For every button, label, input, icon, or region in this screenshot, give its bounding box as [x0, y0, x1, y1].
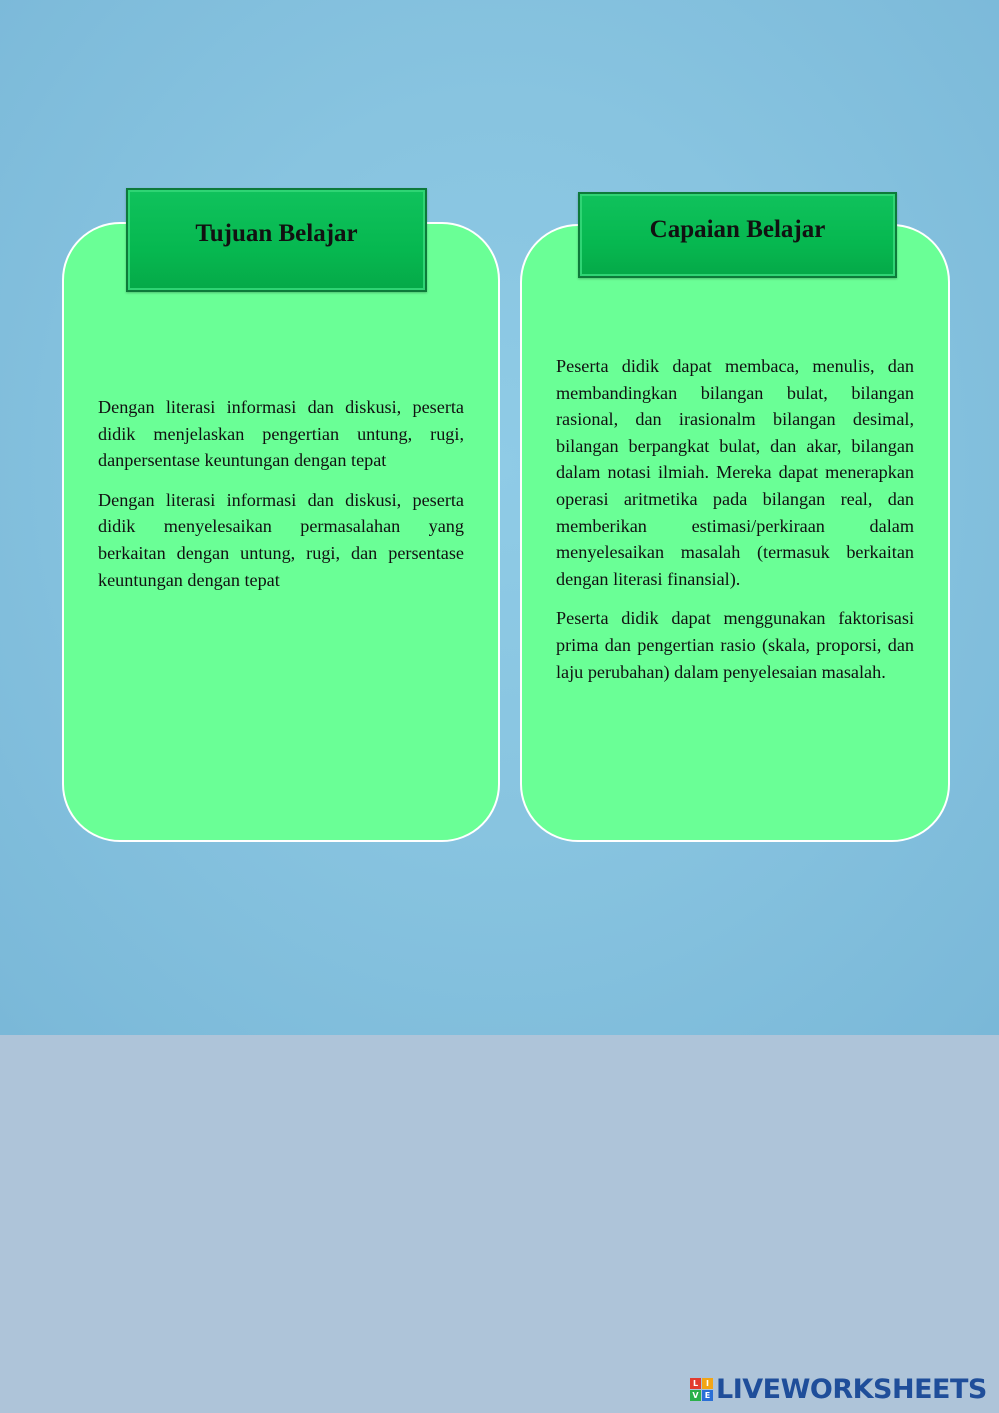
logo-letter-v: V — [690, 1390, 701, 1401]
liveworksheets-logo[interactable] — [690, 1372, 987, 1406]
tujuan-paragraph-1: Dengan literasi informasi dan diskusi, peserta didik menjelaskan pengertian untung, rugi, danpersentase keuntungan dengan tepat — [98, 397, 464, 471]
logo-letter-l: L — [690, 1378, 701, 1389]
logo-letter-i: I — [702, 1378, 713, 1389]
tujuan-belajar-text — [98, 394, 464, 606]
capaian-belajar-text — [556, 353, 914, 698]
capaian-paragraph-1: Peserta didik dapat membaca, menulis, dan membandingkan bilangan bulat, bilangan rasional, dan irasionalm bilangan desimal, bilangan berpangkat bulat, dan akar, bilangan dalam notasi ilmiah. Mereka dapat menerapkan operasi aritmetika pada bilangan real, dan memberikan estimasi/perkiraan dalam menyelesaikan masalah (termasuk berkaitan dengan literasi finansial). — [556, 356, 914, 589]
tujuan-paragraph-2: Dengan literasi informasi dan diskusi, peserta didik menyelesaikan permasalahan yang berkaitan dengan untung, rugi, dan persentase keuntungan dengan tepat — [98, 489, 464, 590]
logo-letter-e: E — [702, 1390, 713, 1401]
capaian-paragraph-2: Peserta didik dapat menggunakan faktorisasi prima dan pengertian rasio (skala, proporsi, dan laju perubahan) dalam penyelesaian masalah. — [556, 608, 914, 682]
liveworksheets-icon — [690, 1378, 713, 1401]
logo-wordmark: LIVEWORKSHEETS — [716, 1373, 987, 1405]
tujuan-belajar-title: Tujuan Belajar — [126, 188, 427, 292]
capaian-belajar-title: Capaian Belajar — [578, 192, 897, 278]
